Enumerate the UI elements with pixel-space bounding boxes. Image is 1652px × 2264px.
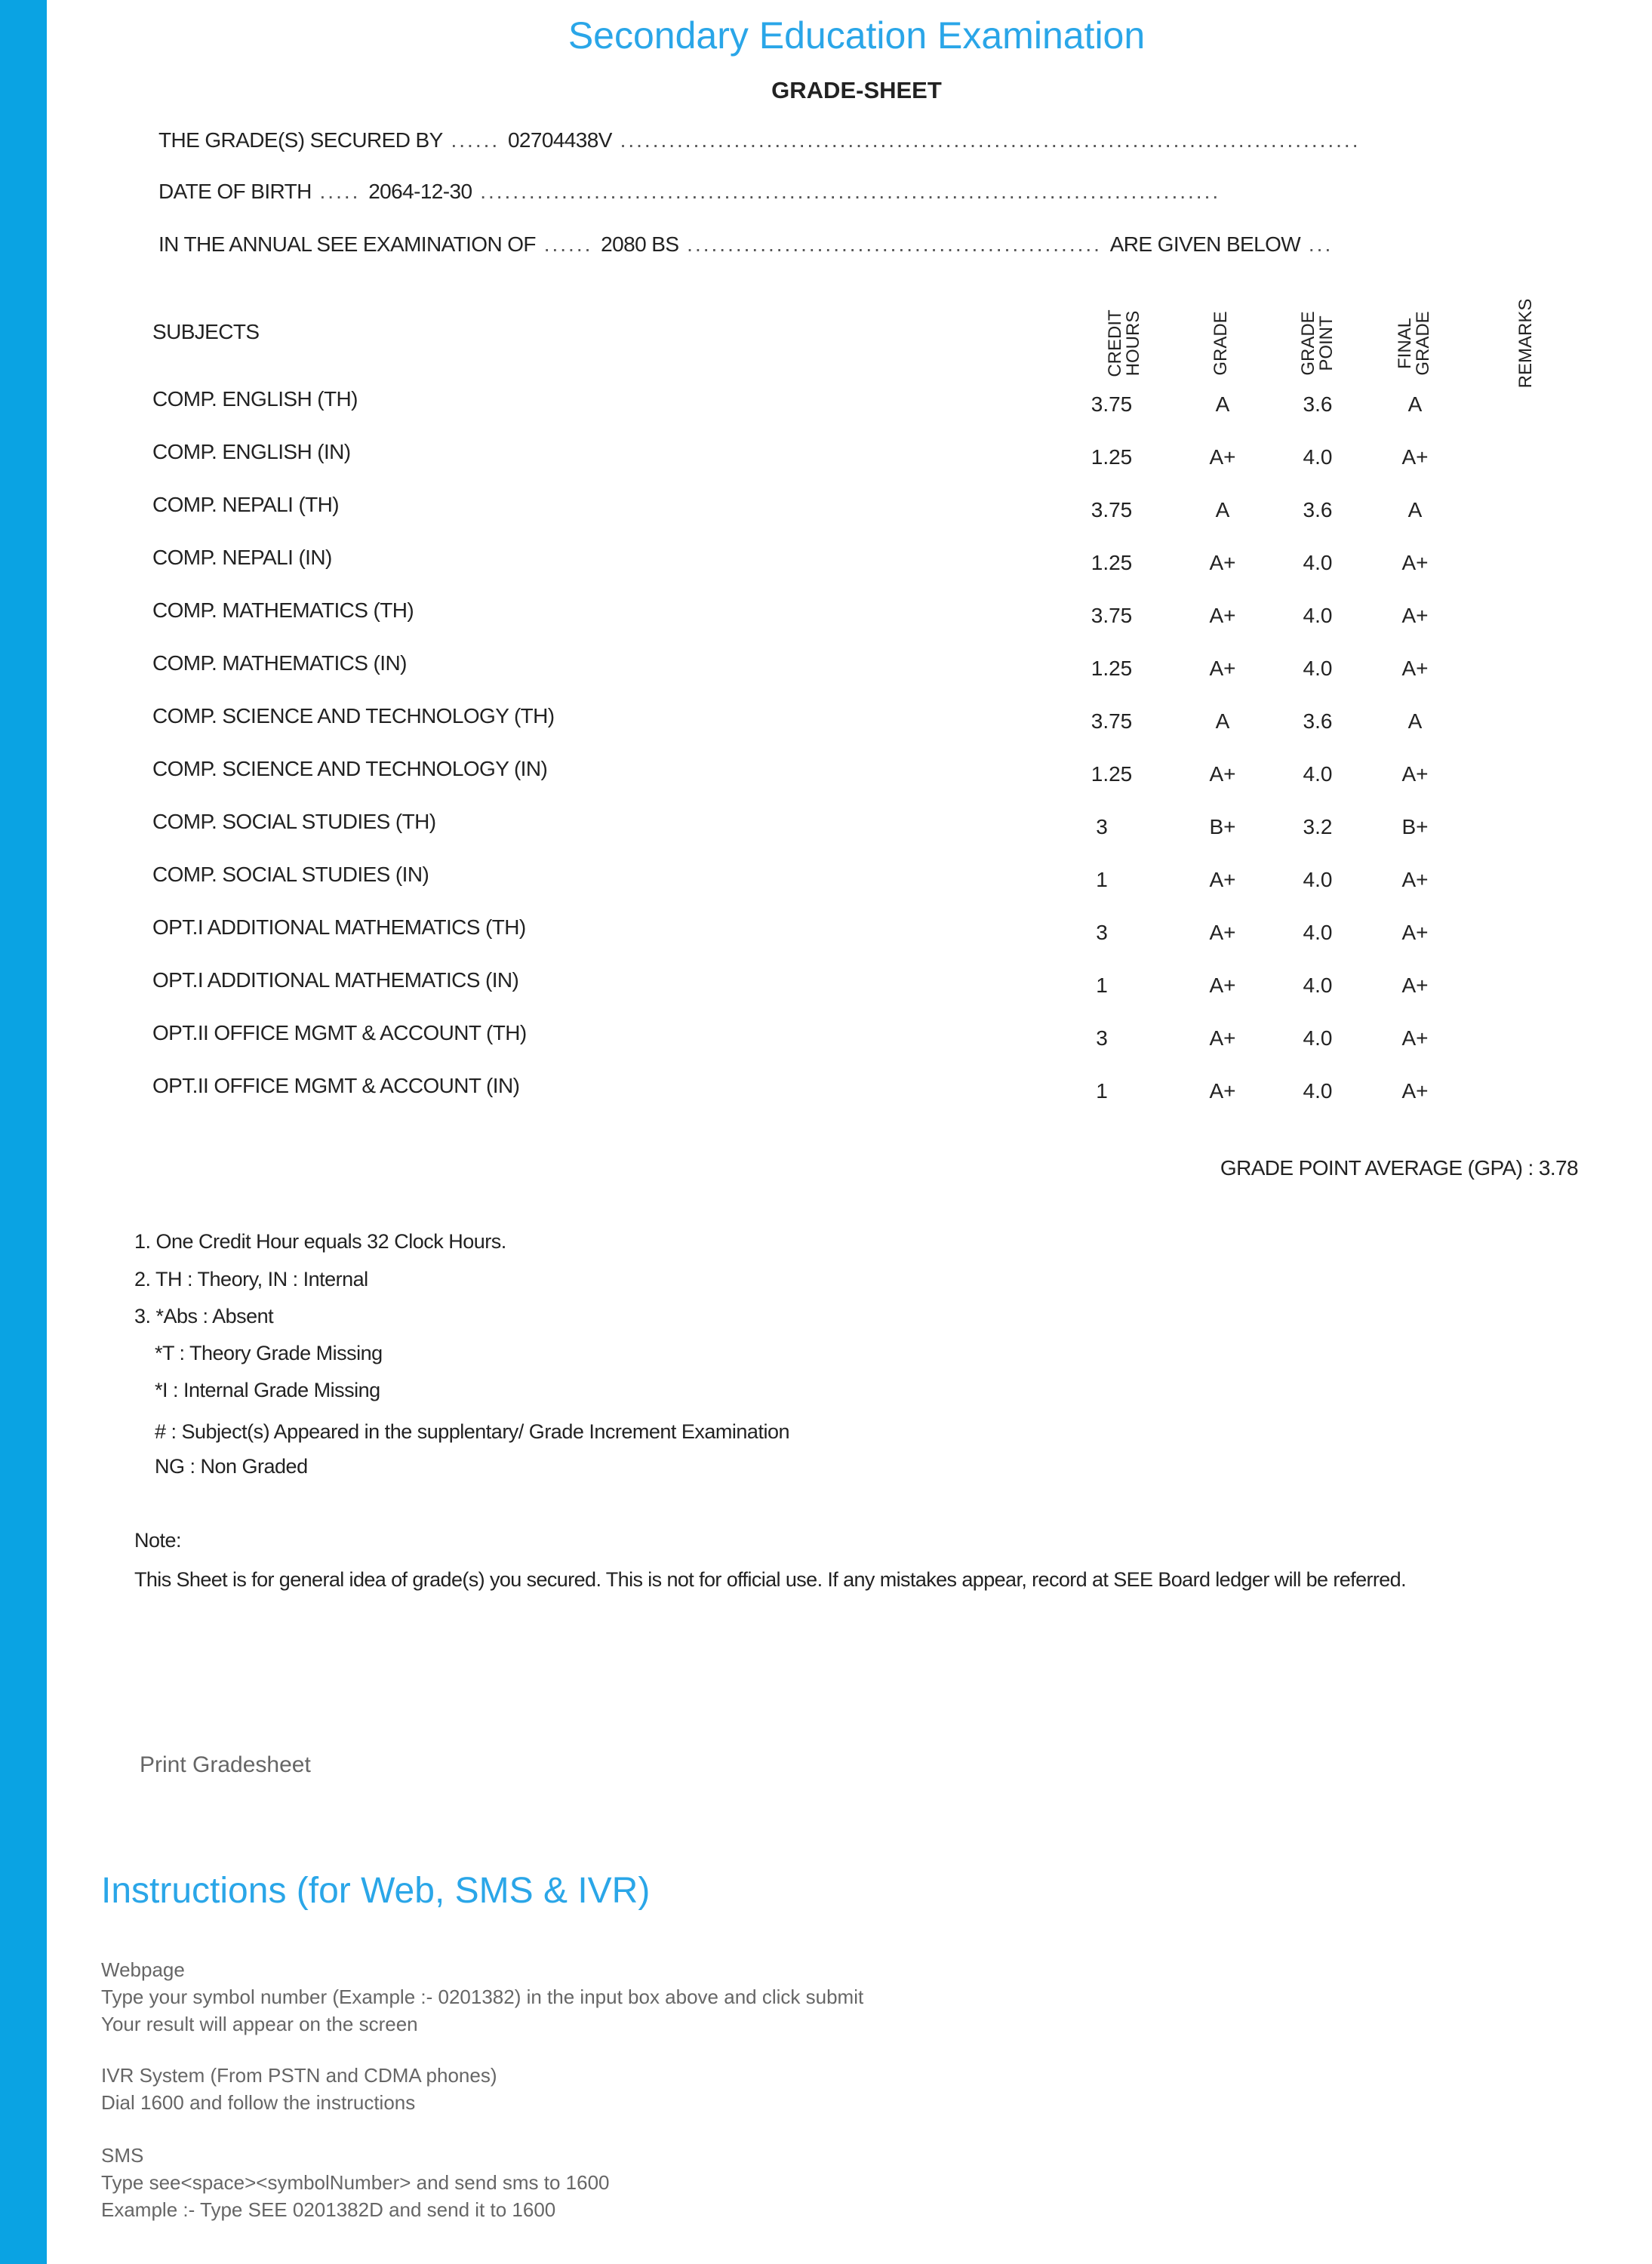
secured-by-line: THE GRADE(S) SECURED BY ...... 02704438V ...........................................................................................: [158, 128, 1361, 152]
point-cell: 4.0: [1303, 445, 1333, 469]
subject-cell: COMP. ENGLISH (TH): [152, 387, 358, 411]
credit-cell: 1.25: [1091, 445, 1133, 469]
final-cell: A+: [1401, 868, 1429, 891]
credit-cell: 3.75: [1091, 498, 1133, 521]
grade-cell: A+: [1209, 657, 1236, 680]
left-accent-bar: [0, 0, 47, 2264]
ivr-step-1: Dial 1600 and follow the instructions: [101, 2091, 416, 2114]
given-below-label: ARE GIVEN BELOW: [1109, 232, 1301, 256]
subject-cell: OPT.II OFFICE MGMT & ACCOUNT (IN): [152, 1074, 520, 1097]
subject-cell: COMP. ENGLISH (IN): [152, 440, 351, 463]
footnote-th-in: 2. TH : Theory, IN : Internal: [134, 1268, 368, 1290]
final-cell: A: [1407, 392, 1423, 416]
page-title: Secondary Education Examination: [568, 14, 1146, 57]
grade-cell: A+: [1209, 868, 1236, 891]
credit-cell: 3.75: [1091, 709, 1133, 733]
grade-point-header: GRADE POINT: [1298, 311, 1337, 376]
final-cell: A: [1407, 498, 1423, 521]
dob-value: 2064-12-30: [368, 180, 472, 203]
final-grade-header: FINAL GRADE: [1395, 311, 1433, 376]
ivr-heading: IVR System (From PSTN and CDMA phones): [101, 2064, 497, 2087]
point-cell: 3.2: [1303, 815, 1333, 838]
grade-cell: A+: [1209, 974, 1236, 997]
point-cell: 4.0: [1303, 762, 1333, 786]
subject-cell: OPT.II OFFICE MGMT & ACCOUNT (TH): [152, 1021, 527, 1044]
grade-cell: A+: [1209, 1026, 1236, 1050]
credit-cell: 3.75: [1091, 392, 1133, 416]
remarks-header: REMARKS: [1515, 298, 1536, 389]
credit-cell: 3: [1096, 815, 1108, 838]
page-subtitle: GRADE-SHEET: [771, 77, 942, 103]
credit-cell: 1.25: [1091, 551, 1133, 574]
grade-header: GRADE: [1211, 311, 1231, 376]
exam-year: 2080 BS: [601, 232, 679, 256]
subject-cell: COMP. MATHEMATICS (TH): [152, 598, 414, 622]
subjects-header: SUBJECTS: [152, 320, 260, 343]
final-cell: A+: [1401, 1079, 1429, 1103]
footnote-supplementary: # : Subject(s) Appeared in the supplentary/ Grade Increment Examination: [155, 1420, 789, 1443]
note-text: This Sheet is for general idea of grade(s) you secured. This is not for official use. If any mistakes appear, record at SEE Board ledger will be referred.: [134, 1568, 1407, 1591]
subject-cell: COMP. MATHEMATICS (IN): [152, 651, 407, 675]
grade-cell: A+: [1209, 921, 1236, 944]
grade-cell: A: [1215, 709, 1230, 733]
point-cell: 4.0: [1303, 1026, 1333, 1050]
grade-cell: A+: [1209, 445, 1236, 469]
subject-cell: COMP. NEPALI (TH): [152, 493, 340, 516]
footnote-non-graded: NG : Non Graded: [155, 1455, 308, 1478]
grade-cell: A+: [1209, 1079, 1236, 1103]
final-cell: A: [1407, 709, 1423, 733]
grade-cell: A: [1215, 498, 1230, 521]
credit-cell: 1.25: [1091, 657, 1133, 680]
final-cell: A+: [1401, 551, 1429, 574]
point-cell: 4.0: [1303, 921, 1333, 944]
webpage-step-1: Type your symbol number (Example :- 0201382) in the input box above and click submit: [101, 1986, 864, 2008]
final-cell: A+: [1401, 921, 1429, 944]
instructions-sms: [101, 2142, 610, 2223]
webpage-heading: Webpage: [101, 1958, 185, 1981]
credit-cell: 1: [1096, 1079, 1108, 1103]
final-cell: A+: [1401, 762, 1429, 786]
point-cell: 4.0: [1303, 1079, 1333, 1103]
symbol-number: 02704438V: [507, 128, 612, 152]
point-cell: 4.0: [1303, 604, 1333, 627]
final-cell: A+: [1401, 1026, 1429, 1050]
gpa-value: 3.78: [1538, 1156, 1578, 1180]
subject-cell: COMP. SOCIAL STUDIES (TH): [152, 810, 436, 833]
subject-cell: OPT.I ADDITIONAL MATHEMATICS (IN): [152, 968, 519, 992]
dob-line: DATE OF BIRTH ..... 2064-12-30 ...........................................................................................: [158, 180, 1221, 203]
grade-cell: A+: [1209, 551, 1236, 574]
gpa-label: GRADE POINT AVERAGE (GPA) :: [1220, 1156, 1534, 1180]
point-cell: 4.0: [1303, 551, 1333, 574]
credit-cell: 1: [1096, 974, 1108, 997]
subject-cell: COMP. SCIENCE AND TECHNOLOGY (TH): [152, 704, 555, 727]
grade-cell: A: [1215, 392, 1230, 416]
instructions-ivr: [101, 2062, 497, 2116]
final-cell: A+: [1401, 445, 1429, 469]
gpa-line: [1220, 1156, 1578, 1180]
credit-cell: 1: [1096, 868, 1108, 891]
grade-cell: A+: [1209, 762, 1236, 786]
point-cell: 3.6: [1303, 498, 1333, 521]
point-cell: 3.6: [1303, 709, 1333, 733]
footnote-credit-hour: 1. One Credit Hour equals 32 Clock Hours.: [134, 1230, 506, 1253]
credit-cell: 1.25: [1091, 762, 1133, 786]
note-label: Note:: [134, 1529, 182, 1552]
credit-cell: 3: [1096, 1026, 1108, 1050]
final-cell: B+: [1401, 815, 1429, 838]
instructions-webpage: [101, 1956, 863, 2038]
instructions-title: Instructions (for Web, SMS & IVR): [101, 1871, 651, 1911]
subject-cell: COMP. SOCIAL STUDIES (IN): [152, 863, 429, 886]
point-cell: 4.0: [1303, 974, 1333, 997]
dob-label: DATE OF BIRTH: [158, 180, 312, 203]
credit-hours-header: CREDIT HOURS: [1105, 309, 1143, 377]
exam-label: IN THE ANNUAL SEE EXAMINATION OF: [158, 232, 536, 256]
grade-cell: B+: [1209, 815, 1236, 838]
webpage-step-2: Your result will appear on the screen: [101, 2013, 418, 2035]
final-cell: A+: [1401, 604, 1429, 627]
credit-cell: 3: [1096, 921, 1108, 944]
point-cell: 4.0: [1303, 868, 1333, 891]
credit-cell: 3.75: [1091, 604, 1133, 627]
print-gradesheet-link[interactable]: Print Gradesheet: [140, 1752, 311, 1777]
sms-heading: SMS: [101, 2144, 144, 2167]
final-cell: A+: [1401, 657, 1429, 680]
point-cell: 3.6: [1303, 392, 1333, 416]
subject-cell: COMP. SCIENCE AND TECHNOLOGY (IN): [152, 757, 548, 780]
subject-cell: COMP. NEPALI (IN): [152, 546, 332, 569]
sms-step-1: Type see<space><symbolNumber> and send sms to 1600: [101, 2171, 610, 2194]
secured-by-label: THE GRADE(S) SECURED BY: [158, 128, 443, 152]
subject-cell: OPT.I ADDITIONAL MATHEMATICS (TH): [152, 915, 526, 939]
exam-line: IN THE ANNUAL SEE EXAMINATION OF ...... 2080 BS ................................................... ARE GIVEN BELOW ...: [158, 232, 1334, 256]
footnote-absent: 3. *Abs : Absent: [134, 1305, 274, 1327]
footnote-theory-missing: *T : Theory Grade Missing: [155, 1342, 383, 1364]
point-cell: 4.0: [1303, 657, 1333, 680]
final-cell: A+: [1401, 974, 1429, 997]
sms-step-2: Example :- Type SEE 0201382D and send it to 1600: [101, 2198, 556, 2221]
footnote-internal-missing: *I : Internal Grade Missing: [155, 1379, 380, 1401]
grade-cell: A+: [1209, 604, 1236, 627]
